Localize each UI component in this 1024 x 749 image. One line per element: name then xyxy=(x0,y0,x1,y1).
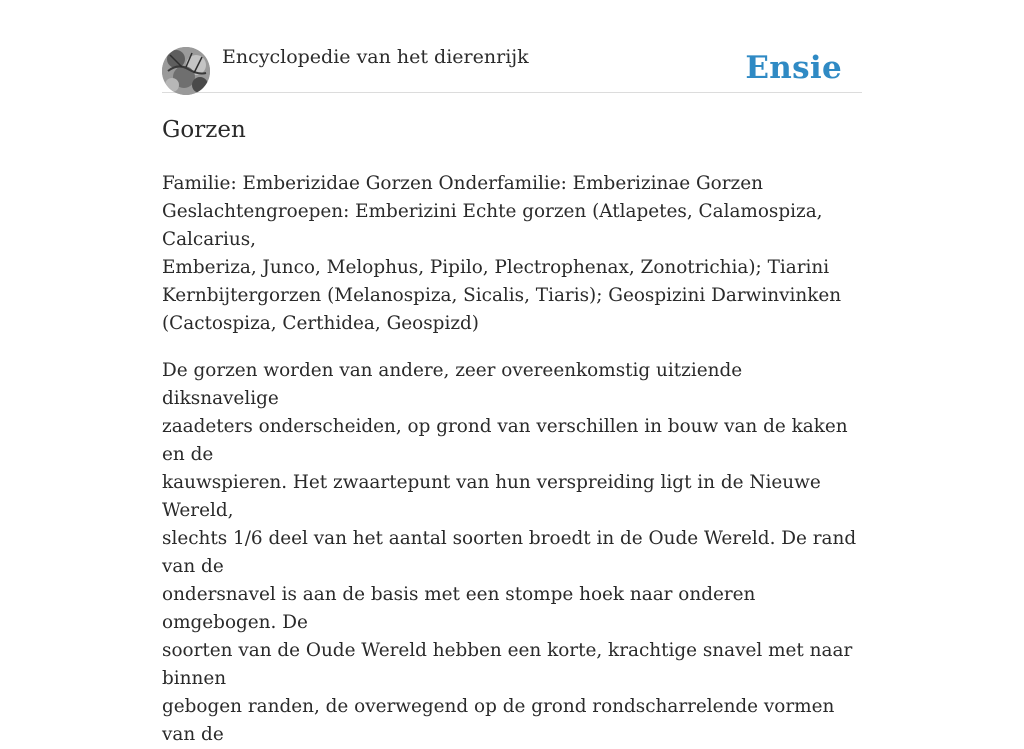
body-line: soorten van de Oude Wereld hebben een korte, krachtige snavel met naar binnen xyxy=(162,640,853,689)
book-title[interactable]: Encyclopedie van het dierenrijk xyxy=(222,46,529,68)
body-line: gebogen randen, de overwegend op de grond rondscharrelende vormen van de xyxy=(162,696,835,745)
body-line: ondersnavel is aan de basis met een stompe hoek naar onderen omgebogen. De xyxy=(162,584,756,633)
body-line: kauwspieren. Het zwaartepunt van hun verspreiding ligt in de Nieuwe Wereld, xyxy=(162,472,821,521)
body-line: De gorzen worden van andere, zeer overeenkomstig uitziende diksnavelige xyxy=(162,360,743,409)
classification-line: Kernbijtergorzen (Melanospiza, Sicalis, Tiaris); Geospizini Darwinvinken xyxy=(162,285,842,306)
brand-logo[interactable]: Ensie xyxy=(745,50,842,86)
classification-paragraph xyxy=(162,170,862,338)
page-header xyxy=(162,0,862,93)
body-line: slechts 1/6 deel van het aantal soorten broedt in de Oude Wereld. De rand van de xyxy=(162,528,857,577)
classification-line: Familie: Emberizidae Gorzen Onderfamilie: Emberizinae Gorzen xyxy=(162,173,763,194)
book-cover-avatar[interactable] xyxy=(162,47,210,95)
body-line: zaadeters onderscheiden, op grond van verschillen in bouw van de kaken en de xyxy=(162,416,848,465)
article-page xyxy=(162,0,862,749)
article-title: Gorzen xyxy=(162,117,246,143)
body-paragraph xyxy=(162,357,862,749)
classification-line: (Cactospiza, Certhidea, Geospizd) xyxy=(162,313,479,334)
classification-line: Emberiza, Junco, Melophus, Pipilo, Plectrophenax, Zonotrichia); Tiarini xyxy=(162,257,830,278)
classification-line: Geslachtengroepen: Emberizini Echte gorzen (Atlapetes, Calamospiza, Calcarius, xyxy=(162,201,823,250)
